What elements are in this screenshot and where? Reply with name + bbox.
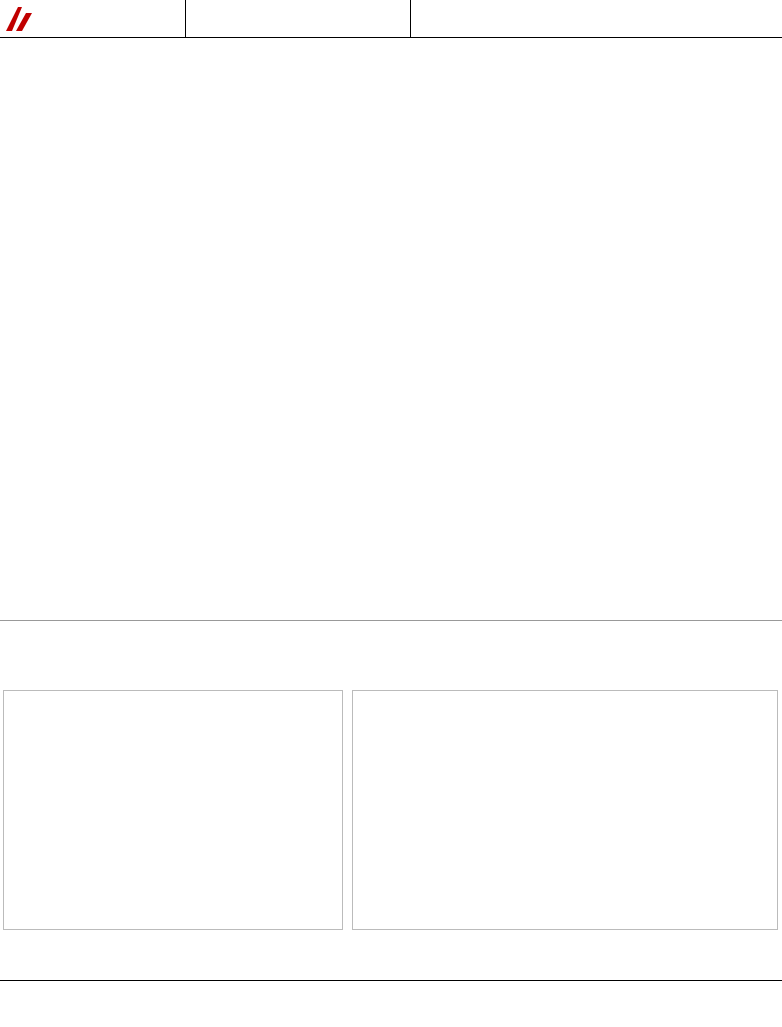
- market-data-table: [0, 38, 782, 378]
- guangxi-basis-chart: [352, 690, 778, 930]
- logo-mark-icon: [4, 5, 34, 33]
- positions-table: [0, 378, 782, 568]
- company-logo: [4, 3, 144, 35]
- report-header: [0, 0, 782, 38]
- import-profit-chart: [3, 690, 343, 930]
